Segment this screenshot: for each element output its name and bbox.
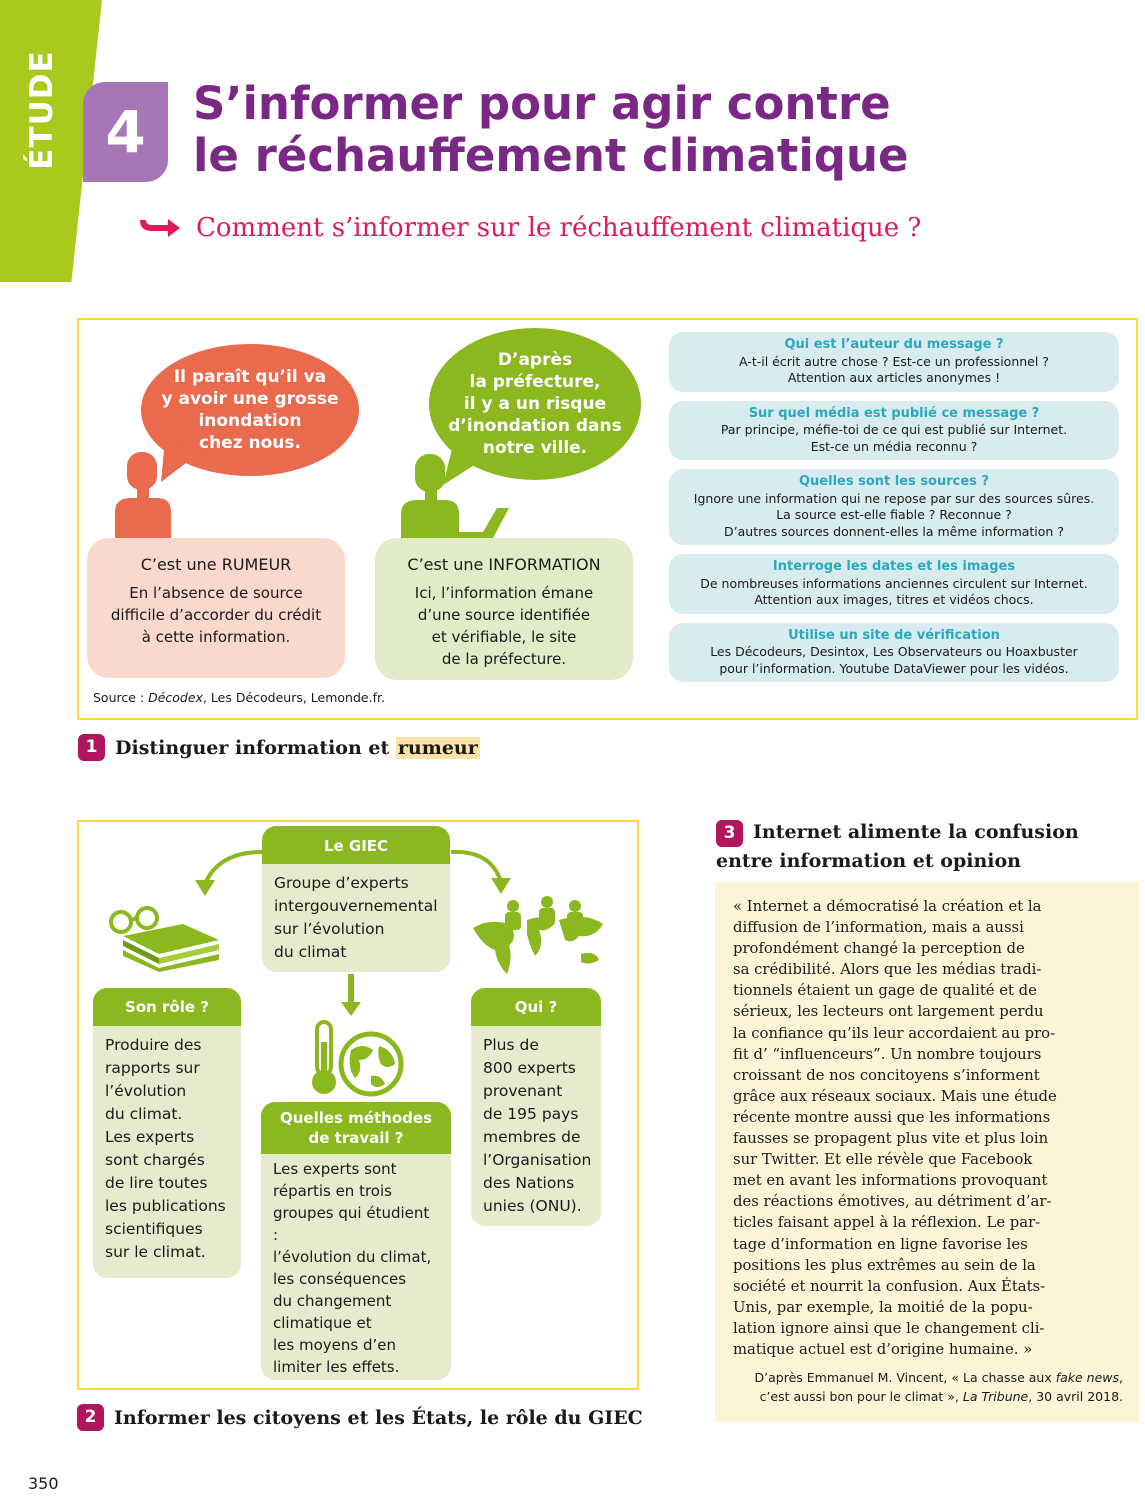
tip-verification-site: Utilise un site de vérification Les Décodeurs, Desintox, Les Observateurs ou Hoaxbuster pour l’information. Youtube DataViewer pour les vidéos. [669, 623, 1119, 683]
arrow-right-curve-icon [447, 840, 517, 900]
person-laptop-icon [397, 454, 517, 544]
doc3-number-badge: 3 [716, 820, 743, 847]
methods-card: Quelles méthodes de travail ? Les experts sont répartis en trois groupes qui étudient : l’évolution du climat, les conséquences du changement climatique et les moyens d’en limiter les effets. [261, 1102, 451, 1380]
rumor-speech-bubble: Il paraît qu’il va y avoir une grosse inondation chez nous. [141, 344, 359, 476]
role-card: Son rôle ? Produire des rapports sur l’évolution du climat. Les experts sont chargés de lire toutes les publications scientifiques sur le climat. [93, 988, 241, 1278]
arrow-right-icon [138, 217, 182, 239]
doc3-title: 3 Internet alimente la confusion entre information et opinion [716, 821, 1079, 872]
information-box: C’est une INFORMATION Ici, l’information émane d’une source identifiée et vérifiable, le site de la préfecture. [375, 538, 633, 680]
study-number: 4 [83, 82, 168, 182]
etude-label: ÉTUDE [24, 50, 60, 170]
doc1-source: Source : Décodex, Les Décodeurs, Lemonde.fr. [93, 690, 385, 705]
doc1-caption: 1 Distinguer information et rumeur [78, 734, 480, 761]
quote-text: « Internet a démocratisé la création et la diffusion de l’information, mais a aussi profondément changé la perception de sa crédibilité. Alors que les médias tradi- tionnels étaient un gage de qualité et de sérieux, les lecteurs ont largement perdu la confiance qu’ils leur accordaient au pro- fit d’ “influenceurs”. Un nombre toujours croissant de nos concitoyens s’informent grâce aux réseaux sociaux. Mais une étude récente montre aussi que les informations fausses se propagent plus vite et plus loin sur Twitter. Et elle révèle que Facebook met en avant les informations provoquant des réactions émotives, au détriment d’ar- ticles faisant appel à la réflexion. Le par- tage d’information en ligne favorise les positions les plus extrêmes au sein de la société et nourrit la confusion. Aux États- Unis, par exemple, la moitié de la popu- lation ignore ainsi que le changement cli- matique actuel est d’origine humaine. » [733, 898, 1057, 1358]
tip-media: Sur quel média est publié ce message ? Par principe, méfie-toi de ce qui est publié sur Internet. Est-ce un média reconnu ? [669, 401, 1119, 461]
arrow-down-icon [341, 974, 361, 1018]
page-number: 350 [28, 1474, 59, 1493]
rumor-box: C’est une RUMEUR En l’absence de source difficile d’accorder du crédit à cette information. [87, 538, 345, 678]
person-rumor-icon [109, 450, 179, 540]
doc1-number-badge: 1 [78, 734, 105, 761]
giec-card: Le GIEC Groupe d’experts intergouvernemental sur l’évolution du climat [262, 826, 450, 972]
who-card: Qui ? Plus de 800 experts provenant de 195 pays membres de l’Organisation des Nations unies (ONU). [471, 988, 601, 1226]
doc2-frame [77, 820, 639, 1390]
quote-source: D’après Emmanuel M. Vincent, « La chasse aux fake news, c’est aussi bon pour le climat », La Tribune, 30 avril 2018. [754, 1370, 1123, 1405]
doc1-frame [77, 318, 1138, 720]
books-glasses-icon [103, 906, 223, 972]
tip-author: Qui est l’auteur du message ? A-t-il écrit autre chose ? Est-ce un professionnel ? Attention aux articles anonymes ! [669, 332, 1119, 392]
doc2-number-badge: 2 [77, 1404, 104, 1431]
thermometer-globe-icon [307, 1020, 407, 1100]
verification-tips [669, 332, 1119, 691]
tip-sources: Quelles sont les sources ? Ignore une information qui ne repose par sur des sources sûres. La source est-elle fiable ? Reconnue ? D’autres sources donnent-elles la même information ? [669, 469, 1119, 545]
tip-dates-images: Interroge les dates et les images De nombreuses informations anciennes circulent sur Internet. Attention aux images, titres et vidéos chocs. [669, 554, 1119, 614]
guiding-question: Comment s’informer sur le réchauffement climatique ? [138, 213, 921, 243]
info-speech-bubble: D’après la préfecture, il y a un risque d’inondation dans notre ville. [429, 328, 641, 480]
page-title: S’informer pour agir contre le réchauffement climatique [193, 77, 909, 182]
world-people-icon [469, 894, 609, 984]
quote-box [715, 882, 1139, 1422]
doc2-caption: 2 Informer les citoyens et les États, le rôle du GIEC [77, 1404, 643, 1431]
